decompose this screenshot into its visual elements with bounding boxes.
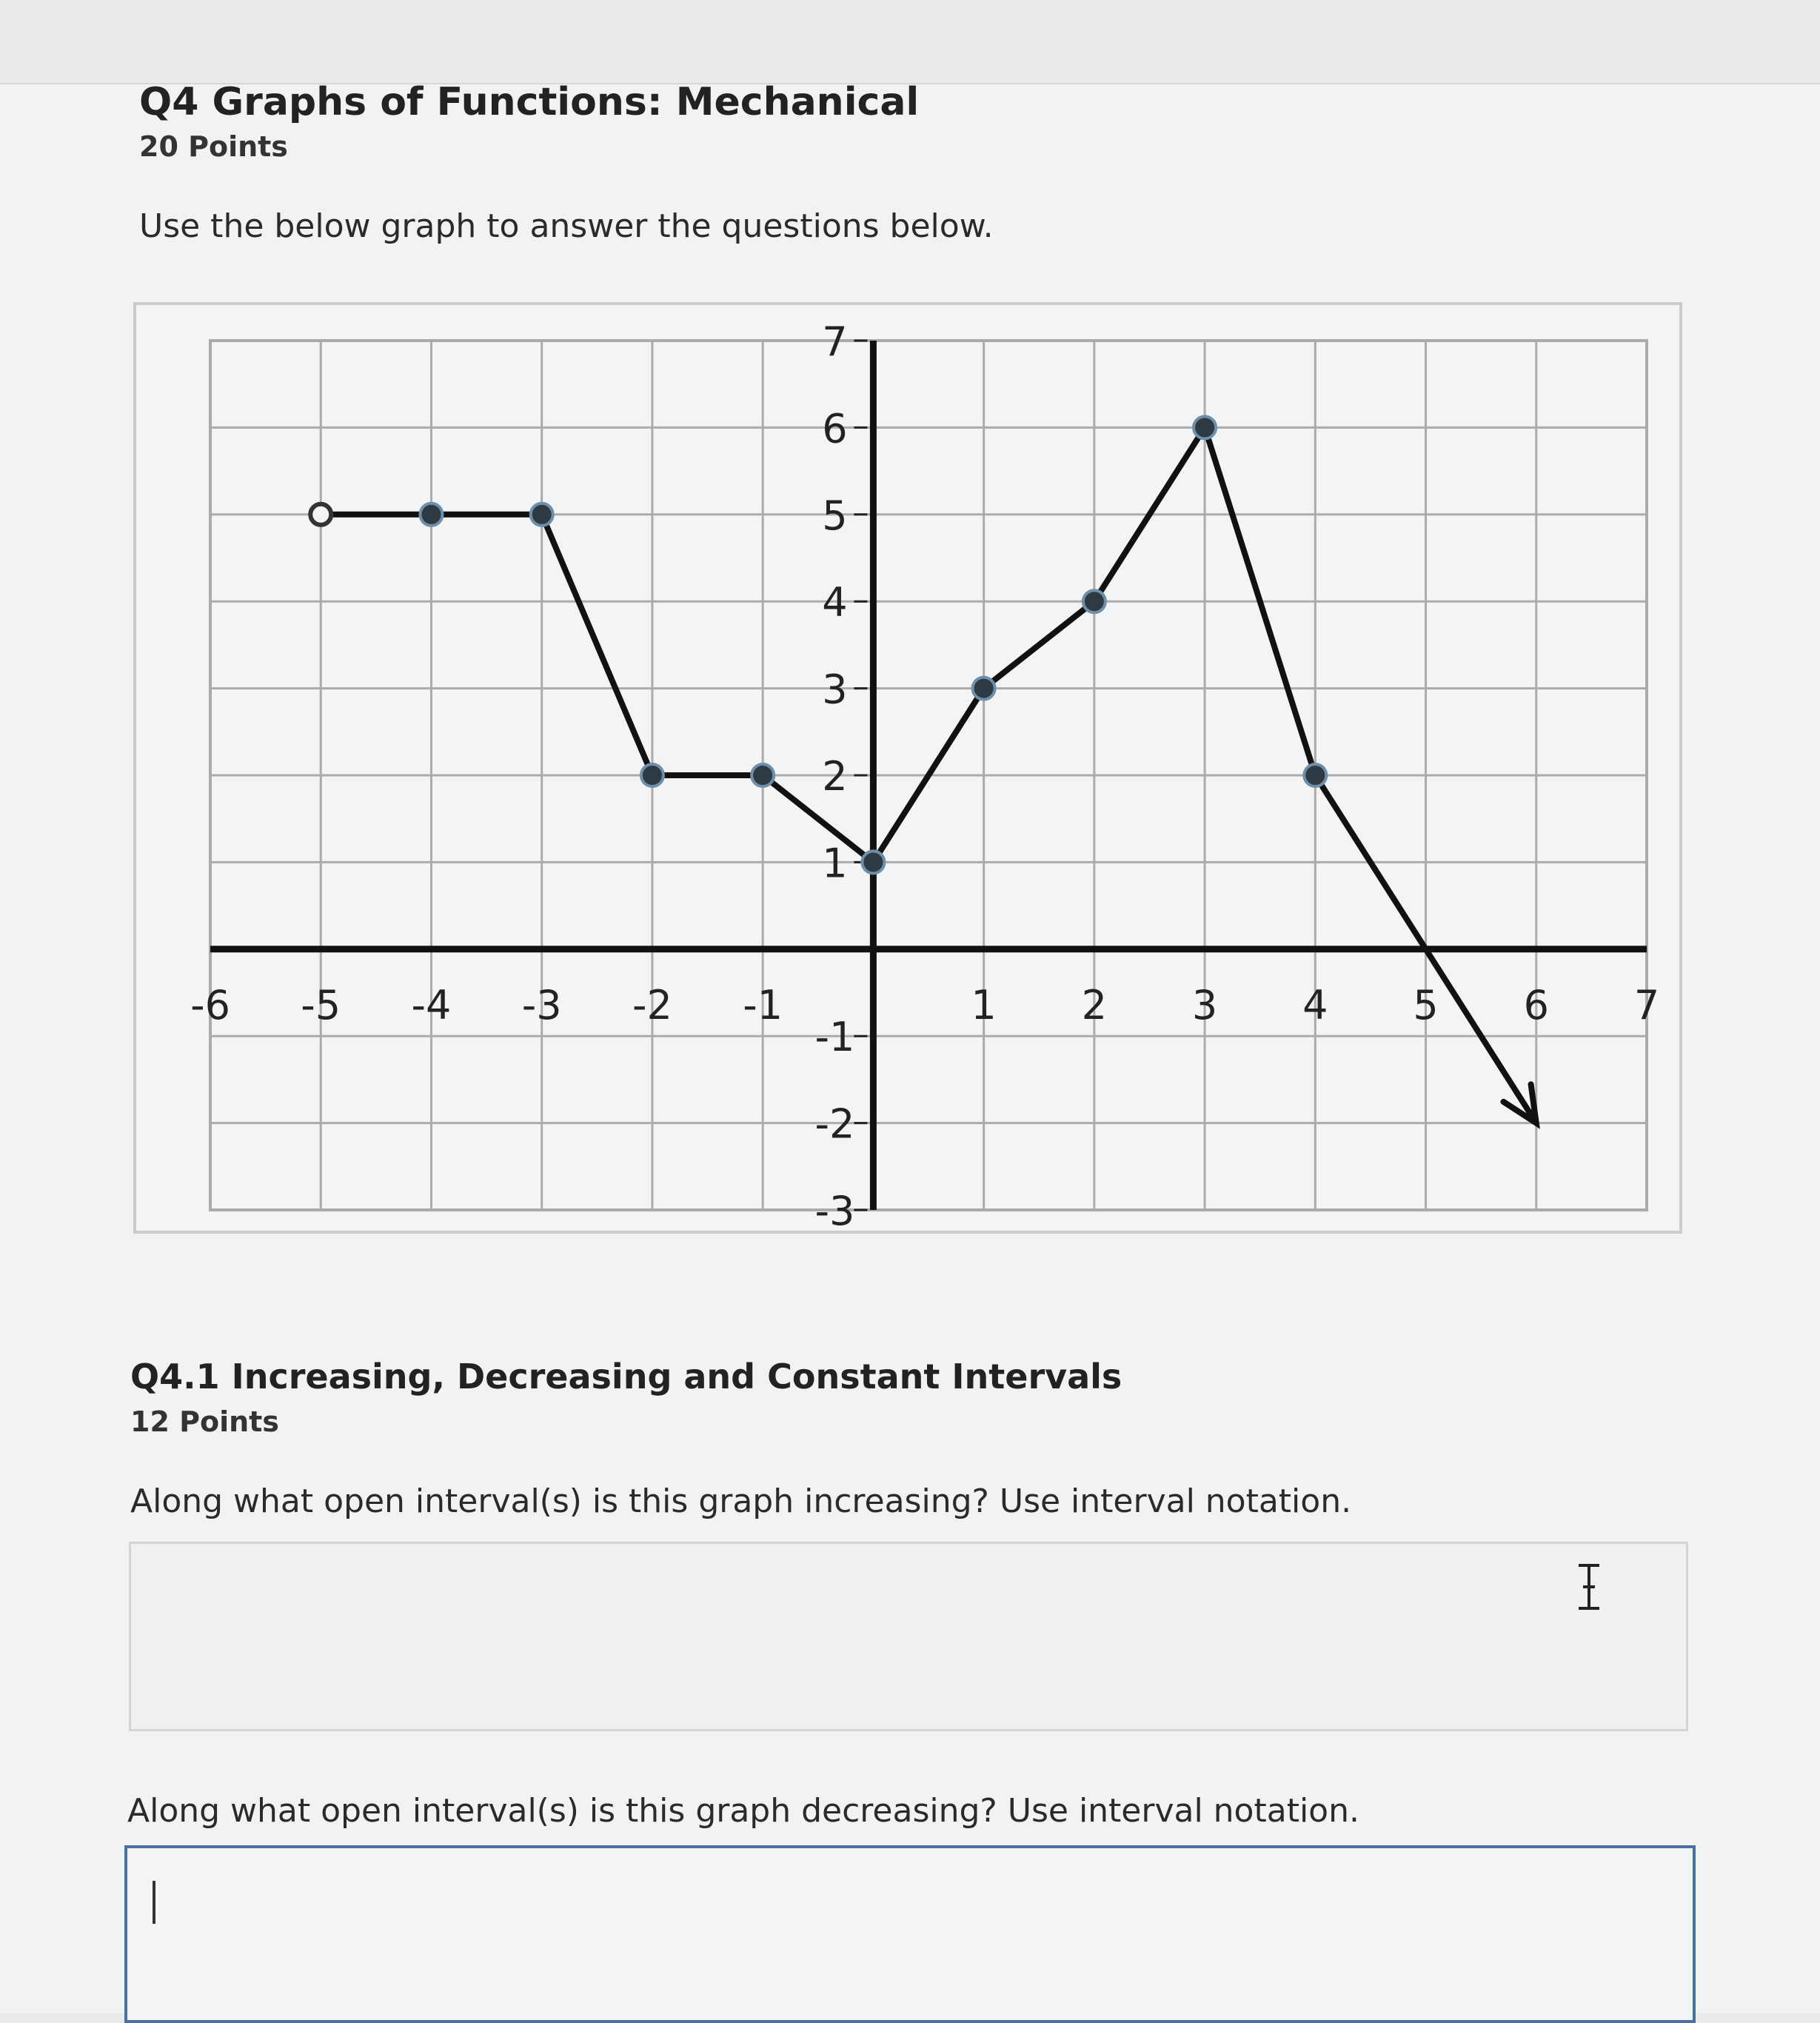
- y-tick-label: 3: [822, 666, 848, 713]
- closed-point: [531, 504, 553, 526]
- graph-figure: [133, 302, 1682, 1234]
- text-caret: [153, 1881, 155, 1924]
- x-tick-label: 1: [971, 981, 997, 1029]
- y-tick-label: -1: [814, 1014, 855, 1061]
- y-tick-label: -3: [814, 1188, 855, 1231]
- closed-point: [420, 504, 442, 526]
- closed-point: [752, 764, 774, 786]
- x-tick-label: -3: [521, 981, 562, 1029]
- x-tick-label: 7: [1633, 981, 1660, 1029]
- decreasing-question: Along what open interval(s) is this graph decreasing? Use interval notation.: [127, 1792, 1359, 1830]
- y-tick-label: 1: [822, 840, 848, 887]
- closed-point: [1194, 416, 1216, 438]
- subquestion-title: Q4.1 Increasing, Decreasing and Constant Intervals: [130, 1357, 1123, 1397]
- x-tick-label: 2: [1081, 981, 1108, 1029]
- function-graph: [136, 305, 1679, 1231]
- x-tick-label: 6: [1523, 981, 1549, 1029]
- y-tick-label: 7: [822, 318, 848, 365]
- text-cursor-icon: [1574, 1562, 1604, 1611]
- curve-arrowhead: [1503, 1084, 1536, 1123]
- closed-point: [1083, 590, 1105, 612]
- open-point: [310, 504, 331, 525]
- closed-point: [1304, 764, 1326, 786]
- x-tick-label: -1: [743, 981, 783, 1029]
- x-tick-label: 4: [1302, 981, 1328, 1029]
- decreasing-answer-input[interactable]: [124, 1845, 1696, 2023]
- x-tick-label: -2: [632, 981, 672, 1029]
- x-tick-label: -4: [411, 981, 452, 1029]
- x-tick-label: 3: [1191, 981, 1218, 1029]
- question-prompt: Use the below graph to answer the questions below.: [139, 207, 994, 245]
- graph-points: [310, 416, 1326, 873]
- question-points: 20 Points: [139, 130, 288, 163]
- subquestion-points: 12 Points: [130, 1405, 279, 1438]
- question-title: Q4 Graphs of Functions: Mechanical: [139, 80, 920, 124]
- y-tick-label: 4: [822, 579, 848, 626]
- y-tick-label: -2: [814, 1100, 855, 1148]
- closed-point: [862, 851, 884, 873]
- increasing-question: Along what open interval(s) is this graph increasing? Use interval notation.: [130, 1482, 1352, 1520]
- closed-point: [641, 764, 663, 786]
- x-tick-label: -5: [301, 981, 341, 1029]
- y-tick-label: 6: [822, 405, 848, 452]
- closed-point: [973, 678, 995, 700]
- x-tick-label: 5: [1413, 981, 1439, 1029]
- y-tick-label: 5: [822, 492, 848, 539]
- x-tick-label: -6: [190, 981, 230, 1029]
- y-tick-label: 2: [822, 753, 848, 800]
- increasing-answer-input[interactable]: [129, 1542, 1688, 1731]
